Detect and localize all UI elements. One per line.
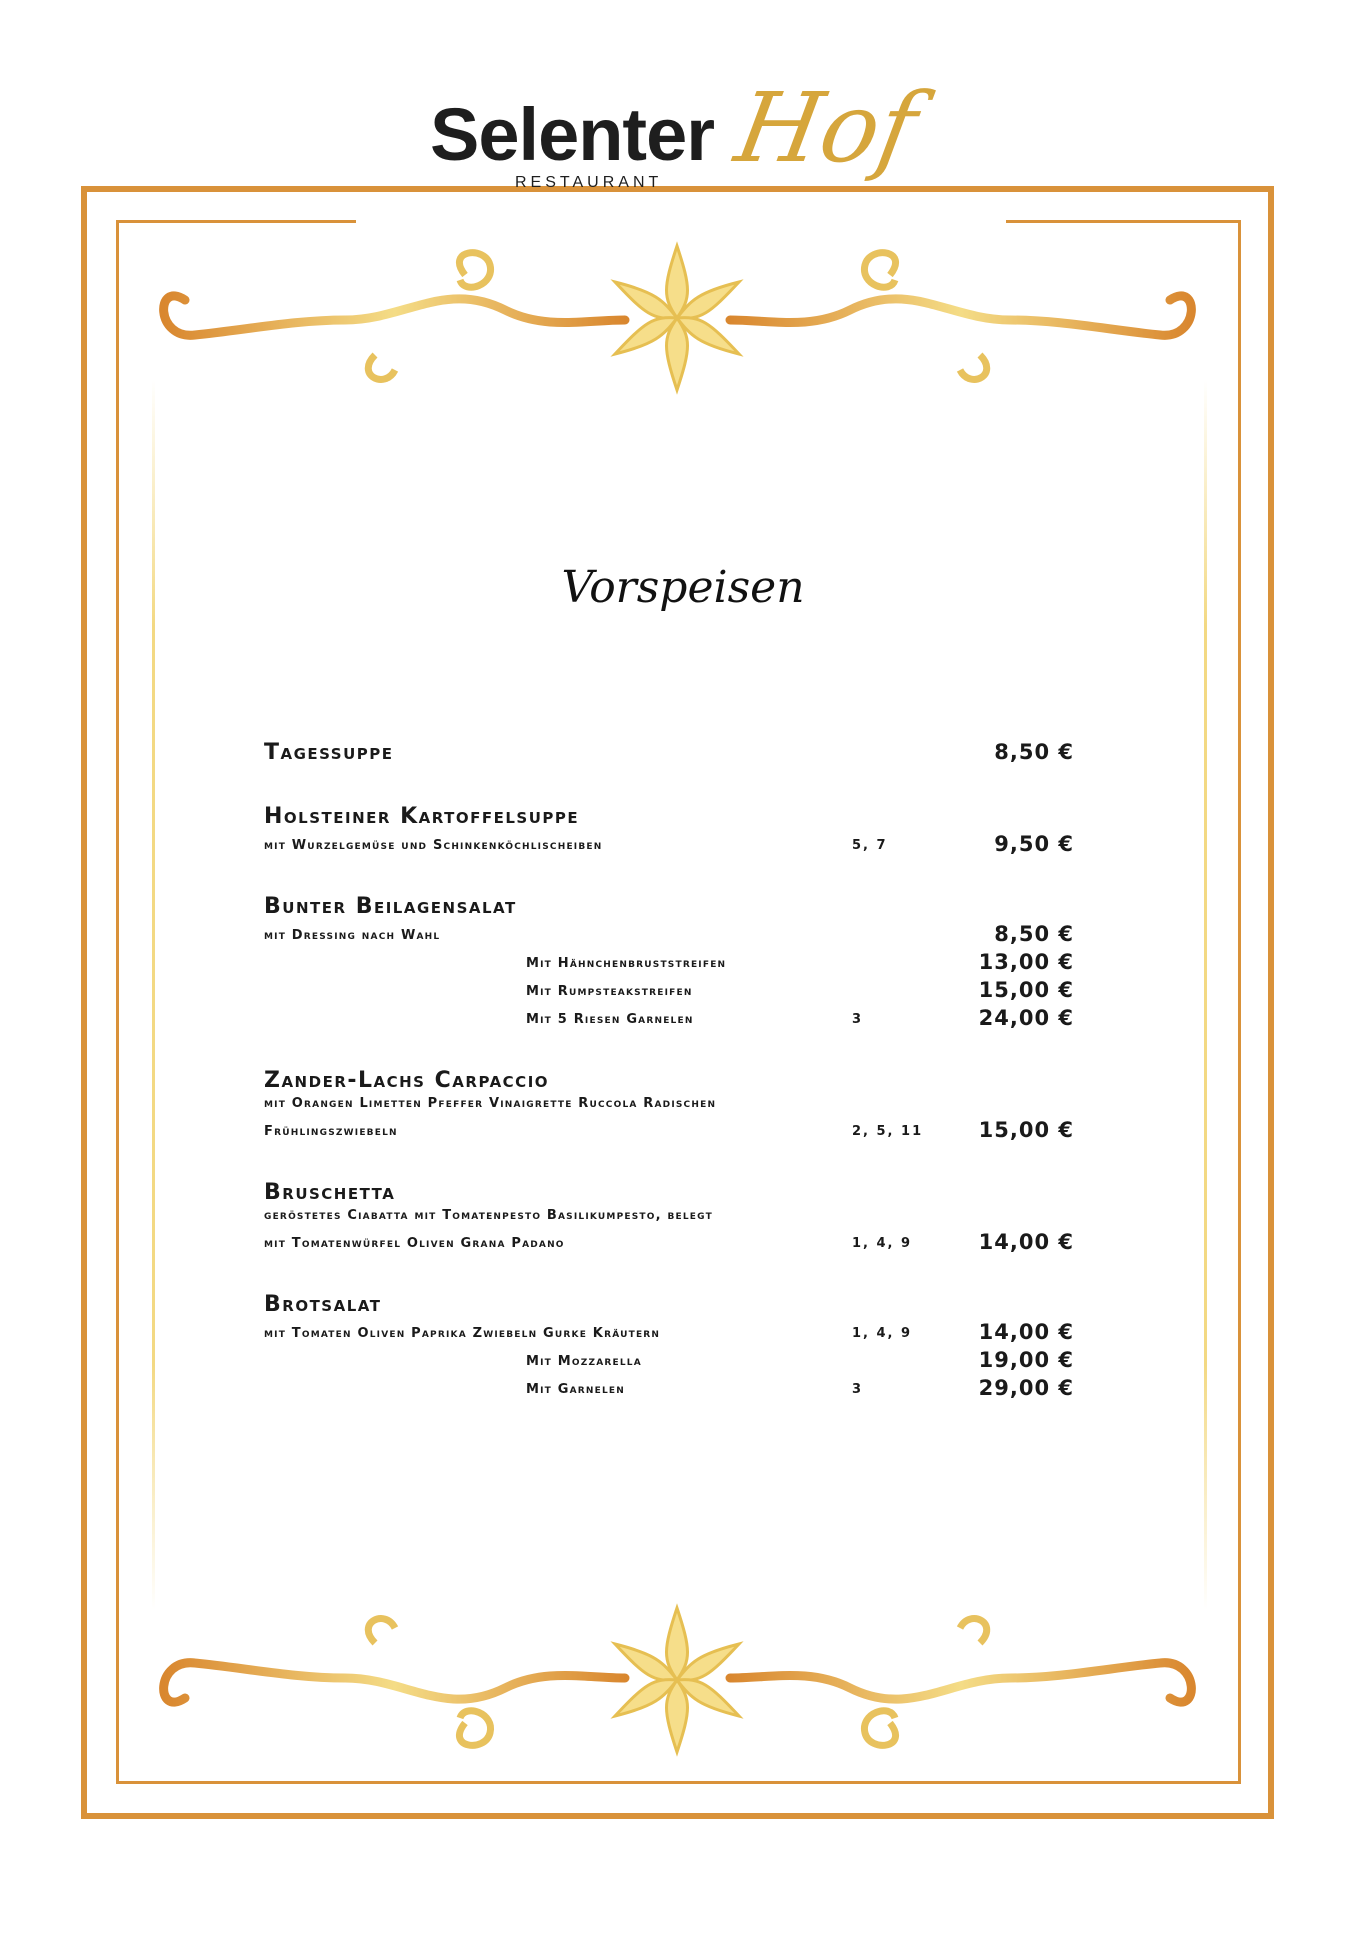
- item-option: Mit Hähnchenbruststreifen: [526, 956, 727, 971]
- item-allergens: 2, 5, 11: [852, 1124, 924, 1139]
- restaurant-logo: [430, 72, 950, 222]
- item-price: 24,00 €: [978, 1006, 1074, 1030]
- item-description: mit Wurzelgemüse und Schinkenköchlischeiben: [264, 838, 603, 853]
- item-price: 9,50 €: [994, 832, 1074, 856]
- item-allergens: 1, 4, 9: [852, 1236, 913, 1251]
- section-title: Vorspeisen: [561, 562, 805, 613]
- menu-item: [264, 1066, 1074, 1146]
- item-allergens: 3: [852, 1382, 864, 1397]
- item-description: mit Orangen Limetten Pfeffer Vinaigrette Ruccola Radischen: [264, 1096, 717, 1111]
- menu-item: [264, 738, 1074, 768]
- logo-name: Selenter: [430, 93, 715, 176]
- item-description: geröstetes Ciabatta mit Tomatenpesto Basilikumpesto, belegt: [264, 1208, 713, 1223]
- item-price: 15,00 €: [978, 978, 1074, 1002]
- item-name: Bruschetta: [264, 1180, 396, 1205]
- menu-item: [264, 802, 1074, 860]
- item-description: mit Dressing nach Wahl: [264, 928, 441, 943]
- item-price: 13,00 €: [978, 950, 1074, 974]
- item-price: 14,00 €: [978, 1320, 1074, 1344]
- item-name: Tagessuppe: [264, 740, 394, 765]
- item-description: mit Tomatenwürfel Oliven Grana Padano: [264, 1236, 565, 1251]
- item-allergens: 1, 4, 9: [852, 1326, 913, 1341]
- item-option: Mit Rumpsteakstreifen: [526, 984, 693, 999]
- logo-script: Hof: [728, 72, 925, 184]
- menu-item: [264, 1178, 1074, 1258]
- ornament-bottom-icon: [145, 1598, 1210, 1758]
- item-price: 19,00 €: [978, 1348, 1074, 1372]
- item-price: 29,00 €: [978, 1376, 1074, 1400]
- item-option: Mit 5 Riesen Garnelen: [526, 1012, 694, 1027]
- logo-subtitle: RESTAURANT: [515, 174, 663, 191]
- item-option: Mit Mozzarella: [526, 1354, 642, 1369]
- item-name: Zander-Lachs Carpaccio: [264, 1068, 550, 1093]
- menu-item: [264, 892, 1074, 1034]
- ornament-top-icon: [145, 240, 1210, 400]
- item-price: 8,50 €: [994, 922, 1074, 946]
- item-name: Holsteiner Kartoffelsuppe: [264, 804, 580, 829]
- menu-list: [264, 738, 1074, 1404]
- item-description: mit Tomaten Oliven Paprika Zwiebeln Gurke Kräutern: [264, 1326, 661, 1341]
- item-name: Bunter Beilagensalat: [264, 894, 517, 919]
- menu-item: [264, 1290, 1074, 1404]
- item-price: 14,00 €: [978, 1230, 1074, 1254]
- item-name: Brotsalat: [264, 1292, 382, 1317]
- item-price: 8,50 €: [994, 740, 1074, 764]
- item-description: Frühlingszwiebeln: [264, 1124, 398, 1139]
- item-option: Mit Garnelen: [526, 1382, 626, 1397]
- item-allergens: 5, 7: [852, 838, 888, 853]
- item-allergens: 3: [852, 1012, 864, 1027]
- item-price: 15,00 €: [978, 1118, 1074, 1142]
